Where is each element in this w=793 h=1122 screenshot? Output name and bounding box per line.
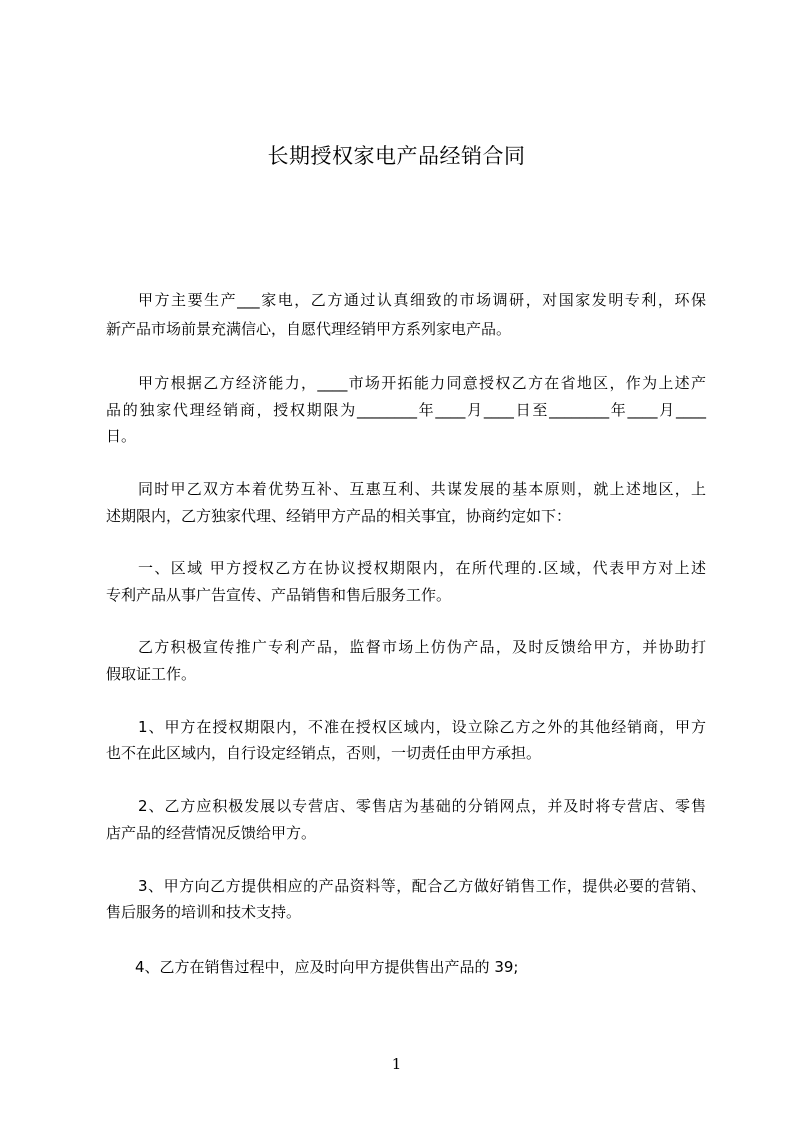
paragraph-1-line-1: 甲方主要生产___家电，乙方通过认真细致的市场调研，对国家发明专利，环保 bbox=[138, 291, 706, 309]
paragraph-4-line-1: 一、区域 甲方授权乙方在协议授权期限内，在所代理的.区域，代表甲方对上述 bbox=[138, 559, 706, 577]
document-title: 长期授权家电产品经销合同 bbox=[267, 144, 526, 168]
paragraph-3-line-2: 述期限内，乙方独家代理、经销甲方产品的相关事宜，协商约定如下： bbox=[106, 507, 572, 525]
paragraph-5-line-1: 乙方积极宣传推广专利产品，监督市场上仿伪产品，及时反馈给甲方，并协助打 bbox=[138, 638, 706, 656]
paragraph-4-line-2: 专利产品从事广告宣传、产品销售和售后服务工作。 bbox=[106, 586, 452, 604]
paragraph-9-line-1: 4、乙方在销售过程中，应及时向甲方提供售出产品的 39; bbox=[135, 958, 519, 976]
page-number: 1 bbox=[391, 1055, 402, 1073]
paragraph-8-line-2: 售后服务的培训和技术支持。 bbox=[106, 903, 302, 921]
paragraph-5-line-2: 假取证工作。 bbox=[106, 665, 197, 683]
paragraph-7-line-1: 2、乙方应积极发展以专营店、零售店为基础的分销网点，并及时将专营店、零售 bbox=[138, 797, 706, 815]
paragraph-7-line-2: 店产品的经营情况反馈给甲方。 bbox=[106, 824, 317, 842]
paragraph-6-line-1: 1、甲方在授权期限内，不准在授权区域内，设立除乙方之外的其他经销商，甲方 bbox=[138, 718, 706, 736]
paragraph-2-line-3: 日。 bbox=[106, 427, 137, 445]
paragraph-6-line-2: 也不在此区域内，自行设定经销点，否则，一切责任由甲方承担。 bbox=[106, 744, 542, 762]
paragraph-2-line-1: 甲方根据乙方经济能力，____市场开拓能力同意授权乙方在省地区，作为上述产 bbox=[138, 374, 706, 392]
paragraph-8-line-1: 3、甲方向乙方提供相应的产品资料等，配合乙方做好销售工作，提供必要的营销、 bbox=[138, 877, 706, 895]
paragraph-1-line-2: 新产品市场前景充满信心，自愿代理经销甲方系列家电产品。 bbox=[106, 320, 512, 338]
paragraph-2-line-2: 品的独家代理经销商，授权期限为________年____月____日至________年____月____ bbox=[106, 401, 706, 419]
paragraph-3-line-1: 同时甲乙双方本着优势互补、互惠互利、共谋发展的基本原则，就上述地区，上 bbox=[138, 480, 706, 498]
